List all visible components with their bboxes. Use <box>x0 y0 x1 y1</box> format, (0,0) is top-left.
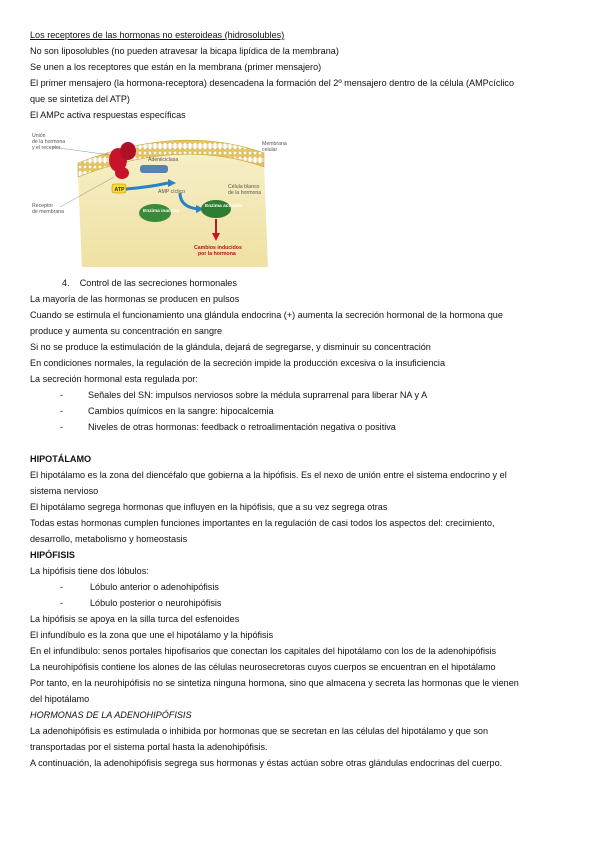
hormone-receptor-figure <box>30 125 290 267</box>
heading-number: 4. <box>62 278 70 288</box>
bullet-item: - Cambios químicos en la sangre: hipocalcemia <box>30 403 575 419</box>
svg-text:Adenilciclasa: Adenilciclasa <box>148 157 179 163</box>
text-line: Por tanto, en la neurohipófisis no se sintetiza ninguna hormona, sino que almacena y secreta las hormonas que le vienen <box>30 678 519 688</box>
hormone-receptor-illustration <box>30 125 290 267</box>
section-title-hipotalamo: HIPOTÁLAMO <box>30 454 92 464</box>
svg-text:de la hormona: de la hormona <box>32 139 66 145</box>
text-line: La secreción hormonal esta regulada por: <box>30 374 198 384</box>
text-line: La hipófisis tiene dos lóbulos: <box>30 566 149 576</box>
document-page <box>30 27 575 771</box>
text-line: Todas estas hormonas cumplen funciones importantes en la regulación de casi todos los aspectos del: crecimiento, <box>30 518 495 528</box>
text-line: La neurohipófisis contiene los alones de las células neurosecretoras cuyos cuerpos se encuentran en el hipotálamo <box>30 662 496 672</box>
svg-text:y el receptor: y el receptor <box>32 145 61 151</box>
text-line: No son liposolubles (no pueden atravesar la bicapa lipídica de la membrana) <box>30 46 339 56</box>
text-line: En el infundíbulo: senos portales hipofisarios que conectan los capitales del hipotálamo con los de la adenohipófisis <box>30 646 497 656</box>
bullet-item: - Lóbulo posterior o neurohipófisis <box>30 595 575 611</box>
bullet-item: - Señales del SN: impulsos nerviosos sobre la médula suprarrenal para liberar NA y A <box>30 387 575 403</box>
adenylate-cyclase <box>140 165 168 173</box>
svg-text:Unión: Unión <box>32 133 46 139</box>
svg-text:AMP cíclico: AMP cíclico <box>158 189 186 195</box>
bullet-item: - Lóbulo anterior o adenohipófisis <box>30 579 575 595</box>
text-line: La mayoría de las hormonas se producen en pulsos <box>30 294 240 304</box>
svg-text:ATP: ATP <box>114 186 125 193</box>
bullet-item: - Niveles de otras hormonas: feedback o retroalimentación negativa o positiva <box>30 419 575 435</box>
section-title-adenohipofisis: HORMONAS DE LA ADENOHIPÓFISIS <box>30 710 192 720</box>
text-line: del hipotálamo <box>30 694 90 704</box>
svg-text:celular: celular <box>262 147 278 153</box>
text-line: produce y aumenta su concentración en sangre <box>30 326 223 336</box>
svg-text:por la hormona: por la hormona <box>198 251 236 257</box>
text-line: transportadas por el sistema portal hasta la adenohipófisis. <box>30 742 268 752</box>
text-line: En condiciones normales, la regulación de la secreción impide la producción excesiva o la insuficiencia <box>30 358 446 368</box>
activated-enzyme <box>201 200 231 218</box>
text-line: El hipotálamo segrega hormonas que influyen en la hipófisis, que a su vez segrega otras <box>30 502 388 512</box>
svg-text:Célula blanco: Célula blanco <box>228 184 260 190</box>
svg-text:Enzima activada: Enzima activada <box>205 204 243 209</box>
text-line: que se sintetiza del ATP) <box>30 94 130 104</box>
section-title-hipofisis: HIPÓFISIS <box>30 550 75 560</box>
svg-text:Receptor: Receptor <box>32 203 54 209</box>
svg-text:de membrana: de membrana <box>32 209 65 215</box>
text-line: El AMPc activa respuestas específicas <box>30 110 186 120</box>
svg-text:Enzima inactiva: Enzima inactiva <box>143 209 179 214</box>
text-line: Si no se produce la estimulación de la glándula, dejará de segregarse, y disminuir su concentración <box>30 342 431 352</box>
text-line: A continuación, la adenohipófisis segrega sus hormonas y éstas actúan sobre otras glándulas endocrinas del cuerpo. <box>30 758 503 768</box>
text-line: La hipófisis se apoya en la silla turca del esfenoides <box>30 614 240 624</box>
svg-text:Membrana: Membrana <box>262 141 287 147</box>
text-line: El primer mensajero (la hormona-receptora) desencadena la formación del 2º mensajero dentro de la célula (AMPcíclico <box>30 78 515 88</box>
text-line: desarrollo, metabolismo y homeostasis <box>30 534 188 544</box>
section-title-receptores: Los receptores de las hormonas no esteroideas (hidrosolubles) <box>30 30 285 40</box>
spacer <box>30 435 575 451</box>
svg-text:de la hormona: de la hormona <box>228 190 262 196</box>
text-line: El infundíbulo es la zona que une el hipotálamo y la hipófisis <box>30 630 274 640</box>
text-line: La adenohipófisis es estimulada o inhibida por hormonas que se secretan en las células del hipotálamo y que son <box>30 726 489 736</box>
section-heading-control <box>30 275 575 291</box>
text-line: Se unen a los receptores que están en la membrana (primer mensajero) <box>30 62 322 72</box>
heading-text: Control de las secreciones hormonales <box>79 278 237 288</box>
text-line: Cuando se estimula el funcionamiento una glándula endocrina (+) aumenta la secreción hormonal de la hormona que <box>30 310 503 320</box>
text-line: El hipotálamo es la zona del diencéfalo que gobierna a la hipófisis. Es el nexo de unión entre el sistema endocrino y el <box>30 470 507 480</box>
text-line: sistema nervioso <box>30 486 99 496</box>
svg-text:Cambios inducidos: Cambios inducidos <box>194 245 242 251</box>
